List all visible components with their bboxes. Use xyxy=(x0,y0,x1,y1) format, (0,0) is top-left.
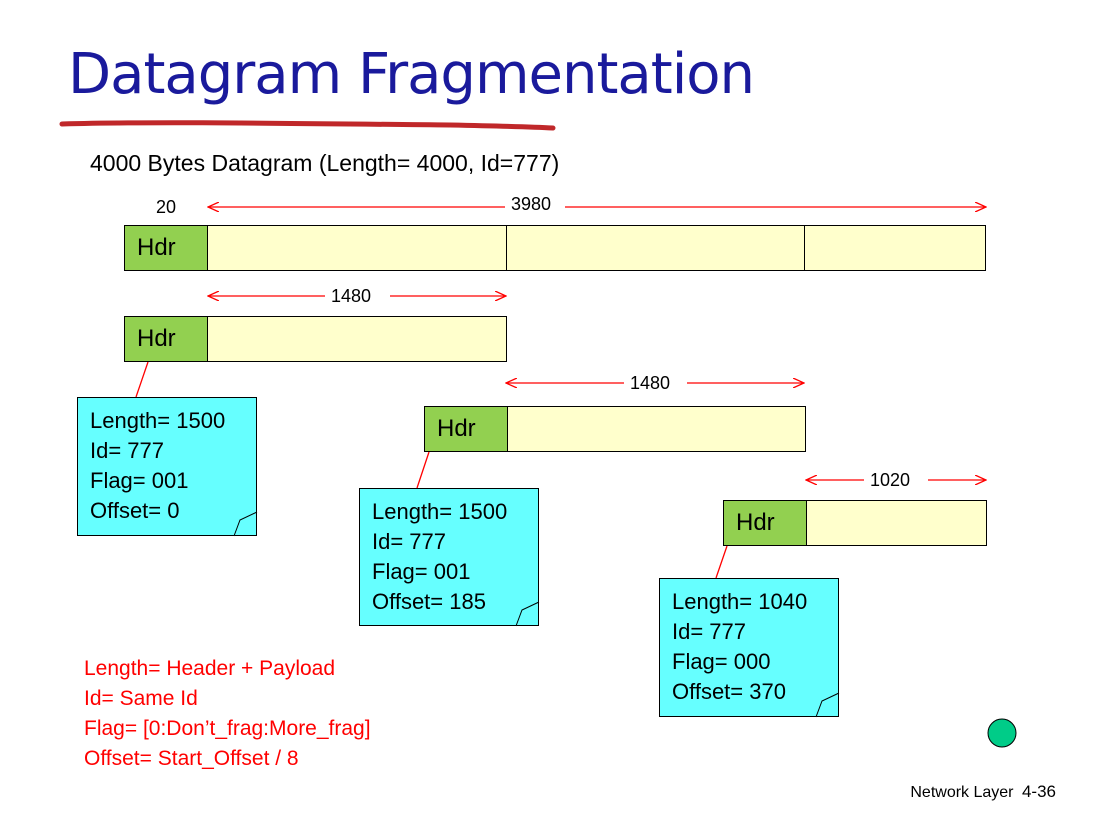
callout-leader xyxy=(136,362,148,397)
fragment-span-label: 1020 xyxy=(864,470,916,491)
callout-leader xyxy=(417,452,429,488)
footer-text: Network Layer xyxy=(910,784,1014,801)
note-flag: Flag= 001 xyxy=(90,468,189,493)
original-payload-part xyxy=(506,225,805,271)
fragment-span-label: 1480 xyxy=(325,286,377,307)
original-header: Hdr xyxy=(124,225,208,271)
fragment-header: Hdr xyxy=(124,316,208,362)
note-flag: Flag= 001 xyxy=(372,559,471,584)
note-offset: Offset= 0 xyxy=(90,498,180,523)
payload-size-label: 3980 xyxy=(505,194,557,215)
fragment-payload xyxy=(806,500,987,546)
original-payload-part xyxy=(804,225,986,271)
legend-length: Length= Header + Payload xyxy=(84,657,336,680)
header-size-label: 20 xyxy=(150,197,182,218)
fragment-info-note xyxy=(77,397,257,536)
fragment-payload xyxy=(507,406,806,452)
title-underline xyxy=(62,123,553,128)
fragment-info-note xyxy=(359,488,539,626)
original-payload-part xyxy=(207,225,507,271)
note-offset: Offset= 370 xyxy=(672,679,786,704)
note-id: Id= 777 xyxy=(672,619,747,644)
slide-footer xyxy=(910,782,1056,802)
legend-offset: Offset= Start_Offset / 8 xyxy=(84,747,299,770)
legend-flag: Flag= [0:Don’t_frag:More_frag] xyxy=(84,717,371,740)
field-legend xyxy=(84,654,371,774)
fragment-header: Hdr xyxy=(424,406,508,452)
note-length: Length= 1500 xyxy=(372,499,508,524)
note-id: Id= 777 xyxy=(372,529,447,554)
note-offset: Offset= 185 xyxy=(372,589,486,614)
datagram-description: 4000 Bytes Datagram (Length= 4000, Id=777) xyxy=(90,150,560,176)
page-title: Datagram Fragmentation xyxy=(68,42,755,107)
fragment-payload xyxy=(207,316,507,362)
note-length: Length= 1040 xyxy=(672,589,808,614)
fragment-info-note xyxy=(659,578,839,717)
note-flag: Flag= 000 xyxy=(672,649,771,674)
legend-id: Id= Same Id xyxy=(84,687,198,710)
nav-circle xyxy=(988,719,1016,747)
callout-leader xyxy=(716,546,727,578)
note-id: Id= 777 xyxy=(90,438,165,463)
fragment-span-label: 1480 xyxy=(624,373,676,394)
note-length: Length= 1500 xyxy=(90,408,226,433)
slide-number: 4-36 xyxy=(1021,782,1056,801)
fragment-header: Hdr xyxy=(723,500,807,546)
